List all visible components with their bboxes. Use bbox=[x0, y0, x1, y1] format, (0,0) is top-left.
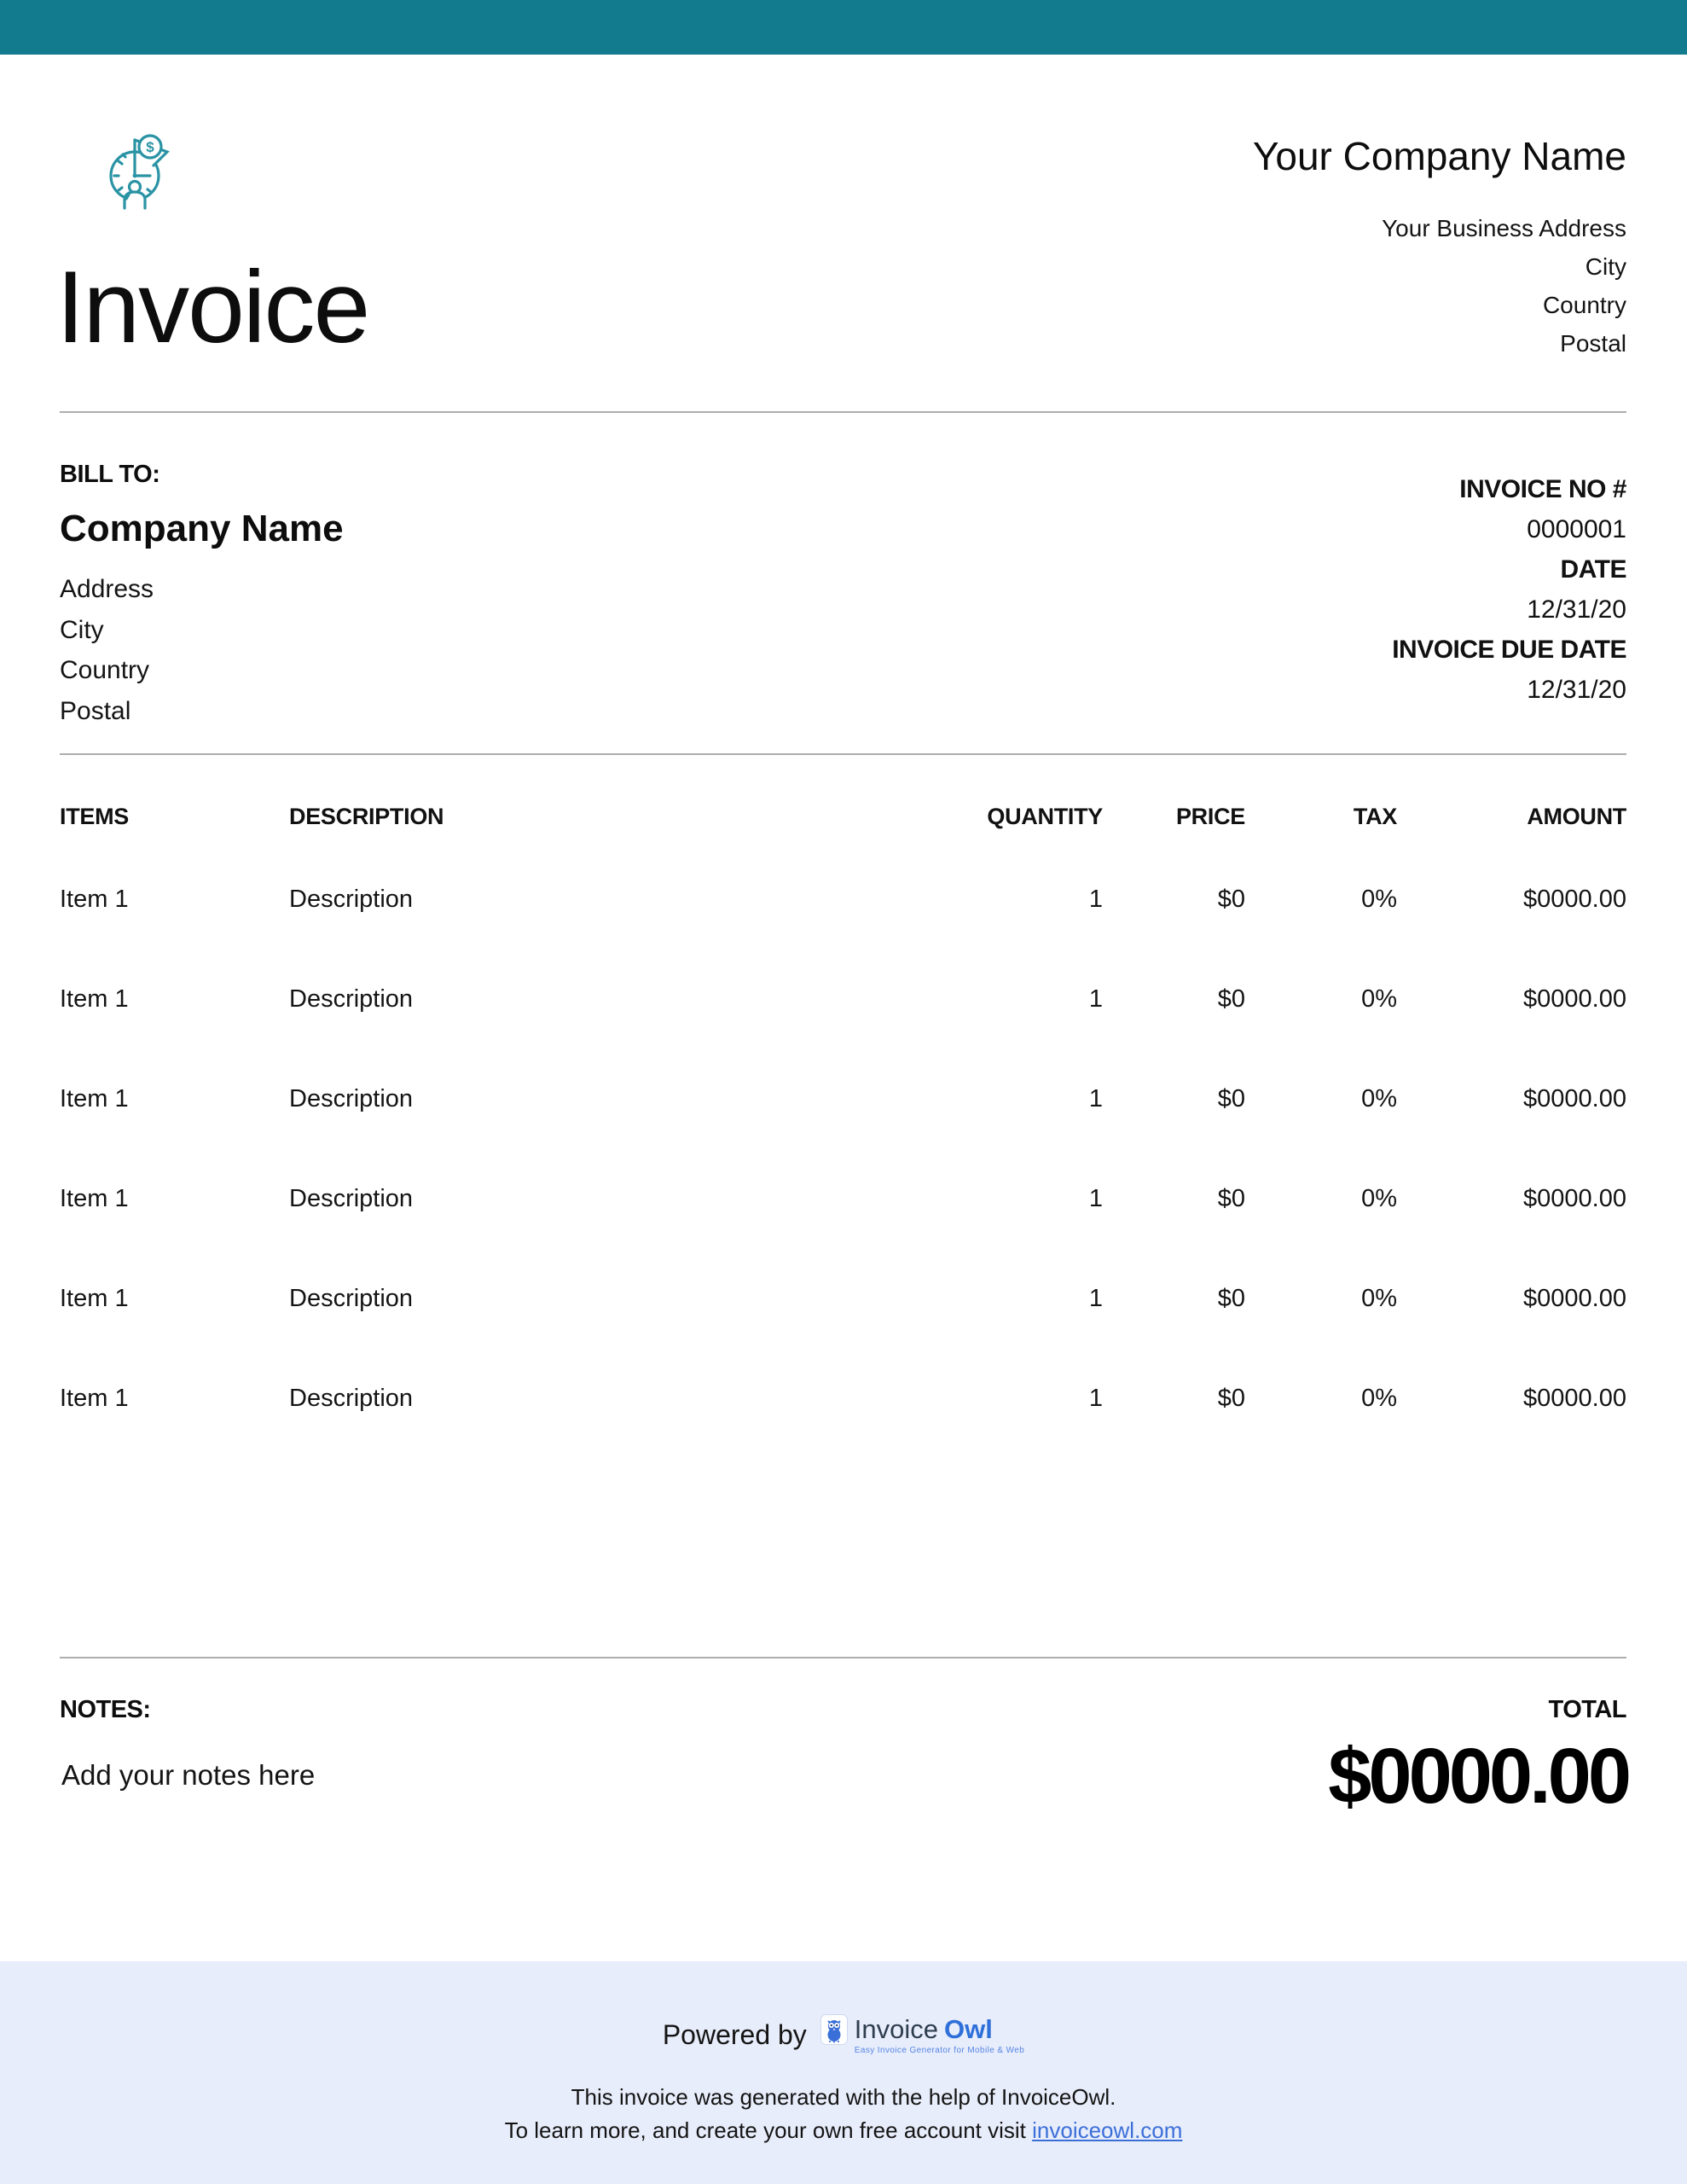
table-header-row bbox=[60, 804, 1626, 830]
column-header-price: PRICE bbox=[1175, 804, 1245, 829]
line-items bbox=[60, 886, 1626, 1484]
powered-by-label: Powered by bbox=[662, 2018, 807, 2050]
time-money-icon bbox=[106, 133, 171, 212]
invoiceowl-link[interactable]: invoiceowl.com bbox=[1032, 2117, 1183, 2143]
divider bbox=[60, 411, 1626, 413]
page-title: Invoice bbox=[56, 250, 369, 364]
invoice-due-date-value: 12/31/20 bbox=[1527, 676, 1626, 704]
cell-amount: $0000.00 bbox=[1523, 1285, 1626, 1312]
invoice-due-date-label: INVOICE DUE DATE bbox=[1392, 636, 1626, 664]
table-row bbox=[60, 1285, 1626, 1385]
svg-text:$: $ bbox=[146, 139, 154, 155]
cell-price: $0 bbox=[1217, 1185, 1245, 1212]
footer-text bbox=[505, 2081, 1183, 2147]
invoiceowl-wordmark bbox=[855, 2014, 1024, 2055]
cell-price: $0 bbox=[1217, 1085, 1245, 1112]
cell-item: Item 1 bbox=[60, 1185, 129, 1212]
notes-label: NOTES: bbox=[60, 1696, 151, 1723]
cell-description: Description bbox=[289, 1285, 414, 1312]
cell-item: Item 1 bbox=[60, 985, 129, 1013]
bill-to-address-line: Postal bbox=[60, 696, 131, 725]
column-header-amount: AMOUNT bbox=[1527, 804, 1626, 829]
cell-quantity: 1 bbox=[1088, 886, 1103, 913]
total-amount: $0000.00 bbox=[1328, 1733, 1628, 1820]
cell-tax: 0% bbox=[1361, 1185, 1397, 1212]
invoice-meta-block bbox=[1392, 469, 1626, 710]
cell-amount: $0000.00 bbox=[1523, 985, 1626, 1013]
cell-quantity: 1 bbox=[1088, 1385, 1103, 1412]
cell-description: Description bbox=[289, 1185, 414, 1212]
cell-tax: 0% bbox=[1361, 1385, 1397, 1412]
total-label: TOTAL bbox=[1548, 1696, 1626, 1723]
cell-description: Description bbox=[289, 985, 414, 1013]
column-header-quantity: QUANTITY bbox=[987, 804, 1103, 829]
table-row bbox=[60, 1085, 1626, 1185]
bill-to-address-line: City bbox=[60, 615, 104, 644]
invoice-date-label: DATE bbox=[1560, 555, 1626, 584]
cell-price: $0 bbox=[1217, 886, 1245, 913]
cell-quantity: 1 bbox=[1088, 985, 1103, 1013]
column-header-description: DESCRIPTION bbox=[289, 804, 444, 829]
notes-placeholder: Add your notes here bbox=[61, 1759, 316, 1791]
cell-amount: $0000.00 bbox=[1523, 1085, 1626, 1112]
cell-description: Description bbox=[289, 1385, 414, 1412]
company-address-line: City bbox=[1585, 253, 1626, 280]
invoice-number-value: 0000001 bbox=[1527, 515, 1626, 543]
bill-to-company: Company Name bbox=[60, 508, 344, 549]
cell-description: Description bbox=[289, 1085, 414, 1112]
bill-to-label: BILL TO: bbox=[60, 461, 160, 488]
divider bbox=[60, 1657, 1626, 1658]
invoiceowl-owl-icon bbox=[820, 2014, 848, 2045]
powered-by-row bbox=[663, 2014, 1024, 2055]
invoiceowl-brand bbox=[820, 2014, 1024, 2055]
footer-line-1: This invoice was generated with the help of InvoiceOwl. bbox=[571, 2084, 1116, 2110]
cell-amount: $0000.00 bbox=[1523, 886, 1626, 913]
cell-price: $0 bbox=[1217, 1285, 1245, 1312]
cell-item: Item 1 bbox=[60, 1085, 129, 1112]
cell-tax: 0% bbox=[1361, 1085, 1397, 1112]
bill-to-address bbox=[60, 569, 344, 731]
cell-quantity: 1 bbox=[1088, 1185, 1103, 1212]
table-row bbox=[60, 1185, 1626, 1285]
footer-line-2 bbox=[505, 2114, 1183, 2147]
cell-price: $0 bbox=[1217, 1385, 1245, 1412]
company-address-line: Your Business Address bbox=[1382, 214, 1626, 241]
company-address bbox=[1253, 209, 1626, 363]
cell-tax: 0% bbox=[1361, 1285, 1397, 1312]
company-block bbox=[1253, 135, 1626, 363]
bill-to-address-line: Address bbox=[60, 575, 154, 603]
invoice-number-label: INVOICE NO # bbox=[1459, 475, 1626, 503]
cell-tax: 0% bbox=[1361, 985, 1397, 1013]
bill-to-block bbox=[60, 461, 344, 731]
column-header-tax: TAX bbox=[1353, 804, 1397, 829]
top-accent-bar bbox=[0, 0, 1687, 55]
divider bbox=[60, 753, 1626, 755]
cell-item: Item 1 bbox=[60, 1385, 129, 1412]
cell-quantity: 1 bbox=[1088, 1285, 1103, 1312]
company-address-line: Postal bbox=[1560, 329, 1626, 357]
cell-price: $0 bbox=[1217, 985, 1245, 1013]
table-row bbox=[60, 985, 1626, 1085]
company-address-line: Country bbox=[1542, 291, 1626, 318]
cell-item: Item 1 bbox=[60, 886, 129, 913]
invoice-date-value: 12/31/20 bbox=[1527, 595, 1626, 624]
cell-amount: $0000.00 bbox=[1523, 1385, 1626, 1412]
cell-item: Item 1 bbox=[60, 1285, 129, 1312]
footer bbox=[0, 1961, 1687, 2184]
cell-description: Description bbox=[289, 886, 414, 913]
bill-to-address-line: Country bbox=[60, 656, 150, 684]
brand-tagline: Easy Invoice Generator for Mobile & Web bbox=[854, 2046, 1025, 2055]
cell-amount: $0000.00 bbox=[1523, 1185, 1626, 1212]
brand-invoice-text: Invoice bbox=[854, 2014, 939, 2044]
company-name: Your Company Name bbox=[1252, 134, 1626, 178]
column-header-items: ITEMS bbox=[60, 804, 130, 829]
brand-owl-text: Owl bbox=[944, 2014, 993, 2044]
footer-line-2-text: To learn more, and create your own free account visit bbox=[504, 2117, 1026, 2143]
cell-quantity: 1 bbox=[1088, 1085, 1103, 1112]
table-row bbox=[60, 886, 1626, 985]
cell-tax: 0% bbox=[1361, 886, 1397, 913]
table-row bbox=[60, 1385, 1626, 1484]
